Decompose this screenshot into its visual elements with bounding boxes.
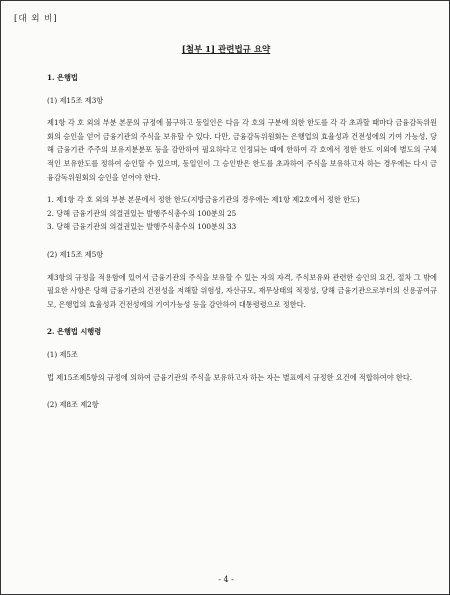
section-2-subheading-2: (2) 제8조 제2항 — [47, 400, 99, 410]
section-2-paragraph-1: 법 제15조제5항의 규정에 의하여 금융기관의 주식을 보유하고자 하는 자는 별표에서 규정한 요건에 적합하여야 한다. — [47, 372, 413, 382]
document-title — [1, 43, 450, 55]
section-1-subheading-2: (2) 제15조 제5항 — [47, 249, 104, 259]
document-body — [47, 71, 437, 412]
section-1-paragraph-1: 제1항 각 호 외의 부분 본문의 규정에 불구하고 동일인은 다음 각 호의 구분에 의한 한도를 각 각 초과할 때마다 금융감독위원회의 승인을 얻어 금융기관의 주식을 보유할 수 있다. 다만, 금융감독위원회는 은행업의 효율성과 건전성에의 기여 가능성, 당해 금융기관 주주의 보유지분분포 등을 감안하여 필요하다고 인정되는 때에 한하여 각 호에서 정한 한도 이외에 별도의 구체적인 보유한도를 정하여 승인할 수 있으며, 동일인이 그 승인받은 한도를 초과하여 주식을 보유하고자 하는 경우에는 다시 금융감독위원회의 승인을 얻어야 한다. — [47, 118, 437, 182]
list-item: 3. 당해 금융기관의 의결권있는 발행주식총수의 100분의 33 — [47, 222, 237, 232]
section-1-heading: 1. 은행법 — [47, 73, 78, 82]
document-title-text: [첨부 1] 관련법규 요약 — [181, 45, 271, 55]
list-item: 1. 제1항 각 호 외의 부분 본문에서 정한 한도(지방금융기관의 경우에는 제1항 제2호에서 정한 한도) — [47, 195, 360, 205]
section-2-subheading-1: (1) 제5조 — [47, 349, 78, 359]
section-2-heading: 2. 은행법 시행령 — [47, 327, 102, 337]
confidential-tag: [대 외 비] — [14, 14, 58, 24]
list-item: 2. 당해 금융기관의 의결권있는 발행주식총수의 100분의 25 — [47, 208, 237, 218]
page-number: - 4 - — [218, 575, 234, 584]
section-1-subheading-1: (1) 제15조 제3항 — [47, 95, 104, 105]
section-1-paragraph-2: 제3항의 규정을 적용함에 있어서 금융기관의 주식을 보유할 수 있는 자의 자격, 주식보유와 관련한 승인의 요건, 절차 그 밖에 필요한 사항은 당해 금융기관의 건전성을 저해할 위험성, 자산규모, 재무상태의 적정성, 당해 금융기관으로부터의 신용공여규모, 은행업의 효율성과 건전성에의 기여가능성 등을 감안하여 대통령령으로 정한다. — [47, 272, 437, 309]
